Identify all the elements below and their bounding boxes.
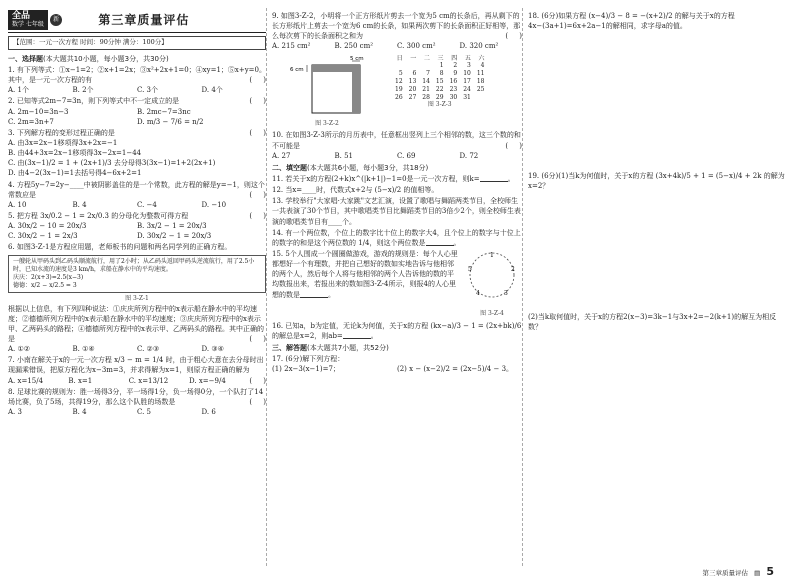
figure-caption: 图 3-Z-4 [480,310,504,318]
question-13: 13. 学校举行"大家唱·大家跳"文艺汇演，设置了歌唱与舞蹈两类节目，全校师生一共表演了30个节目，其中歌唱类节目比舞蹈类节目的3倍少2个，则全校师生表演的歌唱类节目有____个。 [272,197,521,226]
question-16: 16. 已知a，b为定值，无论k为何值，关于x的方程 (kx−a)/3 − 1 = (2x+bk)/6 的解总是x=2，则ab= 。 [272,321,522,340]
column-divider [266,8,267,566]
option: D. 320 cm² [459,42,499,51]
question-10: 10. 在如图3-Z-3所示的月历表中，任意框出竖列上三个相邻的数，这三个数的和不可能是 ( ) A. 27 B. 51 C. 69 D. 72 [272,131,522,160]
circle-num: 4 [476,289,480,297]
student-equation: 德德：x/2 − x/2.5 = 3 [13,281,77,289]
option: B. 3x/2 − 1 = 20x/3 [137,222,207,231]
option: B. 由44+3x=2x−1移项得3x−2x=1−44 [8,149,142,158]
sub-question: (2) x − (x−2)/2 = (2x−5)/4 − 3。 [397,365,514,374]
circle-num: 5 [468,265,472,273]
option: A. 10 [8,200,27,209]
question-5: 5. 把方程 3x/0.2 − 1 = 2x/0.3 的分母化为整数可得方程 ( ) A. 30x/2 − 10 = 20x/3 B. 3x/2 − 1 = 20x/3 C. 30x/2 − 1 = 2x/3 D. 30x/2 − 1 = 20x/3 [8,212,266,241]
option: D. m/3 − 7/6 = n/2 [137,117,204,126]
calendar-table: 日 一 二 三 四 五 六 1 2 3 4 5 6 7 8 9 10 11 12 13 14 15 16 17 18 19 20 21 22 23 24 25 26 27 28 29 30 31 [395,54,485,101]
column-divider [522,8,523,566]
question-8: 8. 足球比赛的规则为：胜一场得3分，平一场得1分，负一场得0分，一个队打了14场比赛，负了5场，共得19分，那么这个队胜的场数是 ( ) A. 3 B. 4 C. 5 D. 6 [8,387,266,417]
option: D. 4个 [201,86,223,95]
page-footer [703,564,774,580]
square-diagram [272,55,382,117]
option: C. 30x/2 − 1 = 2x/3 [8,232,78,241]
circle-num: 1 [490,251,494,259]
question-3: 3. 下列解方程的变形过程正确的是 ( ) A. 由3x=2x−1移项得3x+2x=−1 B. 由44+3x=2x−1移项得3x−2x=1−44 C. 由(3x−1)/2 = 1 + (2x+1)/3 去分母得3(3x−1)=1+2(2x+1) D. 由4−2(3x−1)=1去括号得4−6x+2=1 [8,128,266,178]
answer-blank[interactable] [343,331,371,339]
question-6: 6. 如图3-Z-1是方程应用题，老师板书的问题和两名同学列的正确方程。 一艘轮从甲码头到乙码头顺流航行，用了2小时；从乙码头返回甲码头逆流航行，用了2.5小时，已知水流的速度是3 km/h，求船在静水中的平均速度。 庆庆：2(x+3)=2.5(x−3) 德德：x/2 − x/2.5 = 3 图 3-Z-1 根据以上信息，有下列四种说法：①庆庆所列方程中的x表示船在静水中的平均速度；②德德所列方程中的x表示船在静水中的平均速度；③庆庆所列方程中的x表示甲、乙两码头的路程；④德德所列方程中的x表示甲、乙两码头的路程。其中正确的是 ( ) A. ①② B. ①④ C. ②③ D. ③④ [8,243,266,354]
figure-caption: 图 3-Z-3 [427,101,452,109]
middle-column [272,10,522,375]
section-heading: 二、填空题(本大题共6小题，每小题3分，共18分) [272,163,429,172]
circle-figure [462,249,522,319]
circle-num: 3 [504,289,508,297]
circle-diagram [462,249,522,307]
question-7: 7. 小南在解关于x的一元一次方程 x/3 − m = 1/4 时，由于粗心大意在去分母时出现漏乘错误，把原方程化为x−3m=3，并求得解为x=1，则原方程正确的解为 ( ) A. x=15/4 B. x=1 C. x=13/12 D. x=−9/4 [8,356,266,385]
question-19 [528,171,790,332]
option: B. 2个 [72,86,94,95]
option: C. 5 [137,408,152,417]
book-icon: ▤ [754,569,761,578]
option: D. −10 [201,200,227,209]
question-14: 14. 有一个两位数，个位上的数字比十位上的数字大4，且个位上的数字与十位上的数字的和是这个两位数的 1/4，则这个两位数是 。 [272,228,521,247]
answer-blank[interactable] [300,290,328,298]
figure-caption: 图 3-Z-1 [125,294,149,302]
option: D. 由4−2(3x−1)=1去括号得4−6x+2=1 [8,169,142,178]
option: C. 2m=3n+7 [8,117,54,126]
option: A. 215 cm² [272,42,311,51]
section-heading: 一、选择题(本大题共10小题，每小题3分，共30分) [8,54,169,63]
option: B. x=1 [68,376,93,385]
figure-caption: 图 3-Z-2 [315,119,339,127]
page-number: 5 [766,565,774,579]
question-2: 2. 已知等式2m−7=3n，则下列等式中不一定成立的是 ( ) A. 2m−10=3n−3 B. 2mc−7=3nc C. 2m=3n+7 D. m/3 − 7/6 = n/2 [8,97,266,126]
problem-box: 一艘轮从甲码头到乙码头顺流航行，用了2小时；从乙码头返回甲码头逆流航行，用了2.5小时，已知水流的速度是3 km/h，求船在静水中的平均速度。 庆庆：2(x+3)=2.5(x−3) 德德：x/2 − x/2.5 = 3 [8,255,266,293]
option: D. ③④ [201,345,224,354]
circle-num: 2 [511,265,515,273]
option: B. 250 cm² [334,42,374,51]
calendar-figure [392,55,487,110]
label-5cm: 5 cm [350,55,364,62]
option: D. 6 [201,408,216,417]
option: C. −4 [137,200,157,209]
option: B. 2mc−7=3nc [137,107,191,116]
question-4: 4. 方程5y−7=2y−____中被阴影盖住的是一个常数，此方程的解是y=−1，则这个常数应是 ( ) A. 10 B. 4 C. −4 D. −10 [8,180,266,209]
option: C. ②③ [137,345,160,354]
option: B. 4 [72,408,87,417]
option: B. ①④ [72,345,95,354]
brand-logo: 全品 数学 七年级 [8,10,48,30]
figures-row [272,55,522,129]
option: A. 1个 [8,86,29,95]
option: C. 3个 [137,86,159,95]
question-11: 11. 若关于x的方程(2+k)x^(|k+1|)−1=0是一元一次方程，则k= 。 [272,174,515,183]
option: C. 由(3x−1)/2 = 1 + (2x+1)/3 去分母得3(3x−1)=1+2(2x+1) [8,159,216,168]
sub-question: (2)当k取何值时，关于x的方程2(x−3)=3k−1与3x+2=−2(k+1)的解互为相反数？ [528,312,777,331]
option: A. 3 [8,408,22,417]
sub-question: 19. (6分)(1)当k为何值时，关于x的方程 (3x+4k)/5 + 1 = (5−x)/4 + 2k 的解为x=2？ [528,172,785,191]
right-column [528,10,790,333]
option: A. ①② [8,345,31,354]
option: D. x=−9/4 [189,376,226,385]
section-heading: 三、解答题(本大题共7小题，共52分) [272,344,389,353]
page-title: 第三章质量评估 [98,12,190,27]
question-1: 1. 有下列等式：①x−1=2；②x+1=2x；③x²+2x+1=0；④xy=1；⑤x+y=0。其中，是一元一次方程的有 ( ) A. 1个 B. 2个 C. 3个 D. 4个 [8,66,266,95]
option: B. 51 [334,151,354,160]
option: A. 由3x=2x−1移项得3x+2x=−1 [8,139,118,148]
footer-label: 第三章质量评估 [702,569,749,578]
sub-question: (1) 2x−3(x−1)=7； [272,365,340,374]
question-17: 17. (6分)解下列方程： (1) 2x−3(x−1)=7； (2) x − (x−2)/2 = (2x−5)/4 − 3。 [272,354,522,374]
option: A. 27 [272,151,291,160]
question-12: 12. 当x=____时，代数式x+2与 (5−x)/2 的值相等。 [272,186,439,195]
square-figure [272,55,382,129]
answer-blank[interactable] [480,174,508,182]
header [8,10,266,33]
option: A. x=15/4 [8,376,44,385]
question-18: 18. (6分)如果方程 (x−4)/3 − 8 = −(x+2)/2 的解与关于x的方程4x−(3a+1)=6x+2a−1的解相同，求字母a的值。 [528,12,735,31]
left-column [8,10,266,418]
option: A. 30x/2 − 10 = 20x/3 [8,222,87,231]
label-6cm: 6 cm [290,66,304,73]
option: A. 2m−10=3n−3 [8,107,69,116]
option: D. 72 [459,151,479,160]
option: C. 300 cm² [397,42,436,51]
exam-info: 【范围：一元一次方程 时间：90分钟 满分：100分】 [8,36,266,49]
student-equation: 庆庆：2(x+3)=2.5(x−3) [13,273,84,281]
new-badge: 新 [50,14,62,26]
question-9: 9. 如图3-Z-2，小明将一个正方形纸片剪去一个宽为5 cm的长条后，再从剩下的长方形纸片上剪去一个宽为6 cm的长条，如果两次剪下的长条面积正好相等，那么每次剪下的长条面积之和为 ( ) A. 215 cm² B. 250 cm² C. 300 cm² D. 320 cm² [272,12,522,51]
option: C. x=13/12 [128,376,169,385]
answer-blank[interactable] [426,238,454,246]
question-15: 1 2 3 4 5 图 3-Z-4 15. 5个人围成一个圆圈做游戏，游戏的规则是：每个人心里都想好一个有理数，并把自己想好的数如实地告诉与他相邻的两个人，然后每个人将与他相邻的两个人告诉他的数的平均数报出来，若报出来的数如图3-Z-4所示，则报4的人心里想的数是 。 [272,249,522,300]
option: C. 69 [397,151,416,160]
option: D. 30x/2 − 1 = 20x/3 [137,232,212,241]
option: B. 4 [72,200,87,209]
